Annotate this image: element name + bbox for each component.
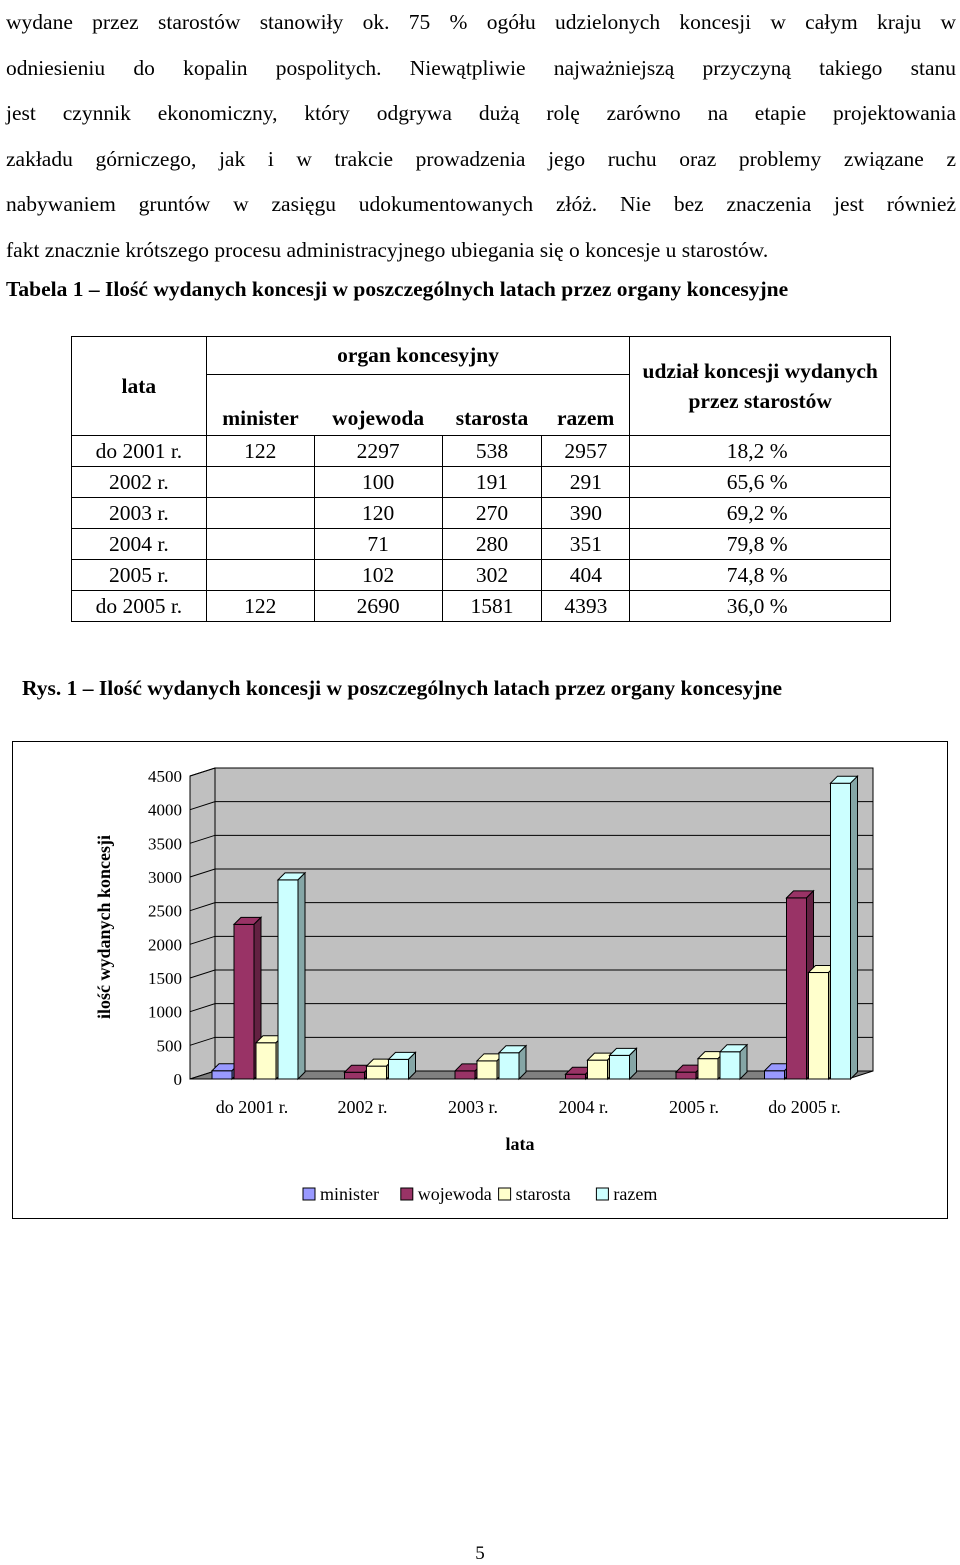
- header-razem: razem: [542, 375, 630, 436]
- bar-wojewoda: [455, 1071, 475, 1079]
- bar-wojewoda: [234, 924, 254, 1079]
- bar-starosta: [588, 1060, 608, 1079]
- cell-wojewoda: 71: [314, 529, 442, 560]
- y-tick-label: 4500: [148, 767, 182, 786]
- legend-swatch-minister: [303, 1188, 315, 1200]
- x-tick-label: 2002 r.: [337, 1097, 388, 1117]
- cell-udzial: 36,0 %: [630, 591, 891, 622]
- y-tick-label: 0: [173, 1070, 182, 1089]
- cell-starosta: 1581: [442, 591, 542, 622]
- y-tick-label: 3000: [148, 868, 182, 887]
- cell-udzial: 79,8 %: [630, 529, 891, 560]
- cell-lata: 2003 r.: [72, 498, 207, 529]
- x-tick-label: 2005 r.: [668, 1097, 720, 1117]
- y-tick-label: 1000: [148, 1002, 182, 1022]
- chart-back-wall: [215, 768, 873, 1071]
- bar-razem: [610, 1055, 630, 1079]
- bar-razem: [389, 1059, 409, 1079]
- legend-label-wojewoda: wojewoda: [417, 1184, 492, 1204]
- concessions-table: [71, 336, 891, 622]
- cell-minister: [206, 560, 314, 591]
- cell-lata: 2005 r.: [72, 560, 207, 591]
- cell-minister: [206, 529, 314, 560]
- paragraph-line: odniesieniu do kopalin pospolitych. Niewątpliwie najważniejszą przyczyną takiego stanu: [6, 55, 956, 80]
- cell-udzial: 74,8 %: [630, 560, 891, 591]
- cell-razem: 404: [542, 560, 630, 591]
- cell-wojewoda: 2690: [314, 591, 442, 622]
- cell-razem: 351: [542, 529, 630, 560]
- y-tick-label: 4000: [148, 800, 182, 820]
- cell-starosta: 538: [442, 436, 542, 467]
- cell-starosta: 280: [442, 529, 542, 560]
- bar-minister: [765, 1071, 785, 1079]
- y-tick-label: 1500: [148, 969, 182, 988]
- paragraph-line: wydane przez starostów stanowiły ok. 75 % ogółu udzielonych koncesji w całym kraju w: [6, 10, 956, 34]
- bar-starosta: [809, 973, 829, 1079]
- legend-label-razem: razem: [613, 1184, 658, 1204]
- chart-canvas: [13, 742, 949, 1220]
- cell-minister: 122: [206, 436, 314, 467]
- cell-minister: [206, 467, 314, 498]
- cell-wojewoda: 2297: [314, 436, 442, 467]
- legend-swatch-starosta: [499, 1188, 511, 1200]
- paragraph-line: jest czynnik ekonomiczny, który odgrywa dużą rolę zarówno na etapie projektowania: [6, 101, 956, 126]
- bar-razem: [278, 880, 298, 1079]
- x-tick-label: 2003 r.: [447, 1097, 499, 1117]
- cell-wojewoda: 100: [314, 467, 442, 498]
- cell-udzial: 18,2 %: [630, 436, 891, 467]
- bar-side-razem: [298, 873, 305, 1079]
- cell-lata: do 2001 r.: [72, 436, 207, 467]
- header-minister: minister: [206, 375, 314, 436]
- header-lata: lata: [72, 337, 207, 436]
- x-tick-label: do 2005 r.: [768, 1097, 841, 1117]
- x-axis-title: lata: [505, 1134, 535, 1154]
- cell-starosta: 270: [442, 498, 542, 529]
- bar-starosta: [256, 1043, 276, 1079]
- y-tick-label: 500: [156, 1036, 182, 1056]
- cell-razem: 2957: [542, 436, 630, 467]
- bar-razem: [720, 1052, 740, 1079]
- cell-lata: do 2005 r.: [72, 591, 207, 622]
- paragraph-line: nabywaniem gruntów w zasięgu udokumentowanych złóż. Nie bez znaczenia jest również: [6, 192, 956, 217]
- cell-udzial: 69,2 %: [630, 498, 891, 529]
- bar-chart: [12, 741, 948, 1219]
- bar-starosta: [367, 1066, 387, 1079]
- x-tick-label: do 2001 r.: [215, 1097, 289, 1117]
- legend-swatch-razem: [596, 1188, 608, 1200]
- legend-swatch-wojewoda: [401, 1188, 413, 1200]
- paragraph-line: zakładu górniczego, jak i w trakcie prowadzenia jego ruchu oraz problemy związane z: [6, 146, 956, 171]
- cell-starosta: 191: [442, 467, 542, 498]
- header-starosta: starosta: [442, 375, 542, 436]
- header-share: udział koncesji wydanych przez starostów: [630, 337, 891, 436]
- bar-wojewoda: [787, 898, 807, 1079]
- legend-label-starosta: starosta: [515, 1184, 571, 1204]
- chart-side-wall: [190, 768, 215, 1079]
- cell-lata: 2002 r.: [72, 467, 207, 498]
- bar-starosta: [698, 1059, 718, 1079]
- paragraph-line: fakt znacznie krótszego procesu administracyjnego ubiegania się o koncesje u starostów.: [6, 237, 769, 262]
- bar-razem: [831, 783, 851, 1079]
- y-axis-title: ilość wydanych koncesji: [94, 834, 114, 1020]
- cell-udzial: 65,6 %: [630, 467, 891, 498]
- header-wojewoda: wojewoda: [314, 375, 442, 436]
- cell-wojewoda: 120: [314, 498, 442, 529]
- bar-razem: [499, 1053, 519, 1079]
- x-tick-label: 2004 r.: [558, 1097, 609, 1117]
- cell-razem: 291: [542, 467, 630, 498]
- cell-razem: 4393: [542, 591, 630, 622]
- bar-wojewoda: [345, 1072, 365, 1079]
- figure-caption: Rys. 1 – Ilość wydanych koncesji w poszczególnych latach przez organy koncesyjne: [22, 676, 783, 700]
- bar-side-razem: [851, 776, 858, 1079]
- table-caption: Tabela 1 – Ilość wydanych koncesji w poszczególnych latach przez organy koncesyjne: [6, 277, 789, 301]
- cell-wojewoda: 102: [314, 560, 442, 591]
- legend-label-minister: minister: [320, 1184, 379, 1204]
- body-paragraph: [6, 0, 956, 274]
- bar-wojewoda: [566, 1074, 586, 1079]
- cell-lata: 2004 r.: [72, 529, 207, 560]
- cell-minister: [206, 498, 314, 529]
- page-number: 5: [475, 1543, 485, 1564]
- cell-razem: 390: [542, 498, 630, 529]
- bar-wojewoda: [676, 1072, 696, 1079]
- bar-starosta: [477, 1061, 497, 1079]
- header-organ: organ koncesyjny: [206, 337, 630, 375]
- y-tick-label: 2000: [148, 935, 182, 955]
- cell-minister: 122: [206, 591, 314, 622]
- y-tick-label: 2500: [148, 901, 182, 921]
- bar-minister: [212, 1071, 232, 1079]
- cell-starosta: 302: [442, 560, 542, 591]
- y-tick-label: 3500: [148, 834, 182, 854]
